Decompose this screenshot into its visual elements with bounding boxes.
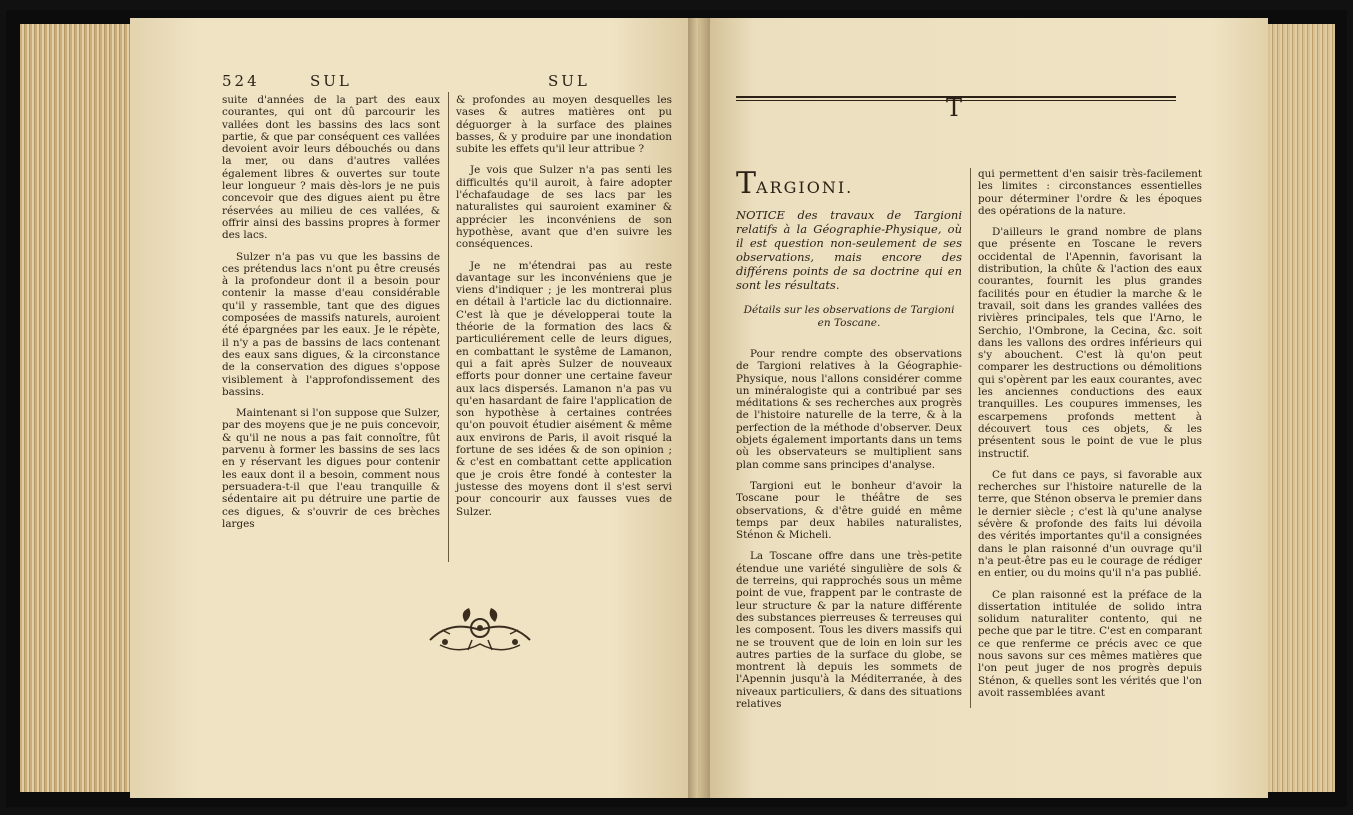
- paragraph: D'ailleurs le grand nombre de plans que présente en Toscane le revers occidental de l'Apennin, favorisant la distribution, la chûte & l'action des eaux courantes, fournit les plus grandes facilités pour en étudier la marche & le travail, soit dans les grandes vallées des rivières principales, tels que l'Arno, le Serchio, l'Ombrone, la Cecina, &c. soit dans les vallons des ordres inférieurs qui s'y abouchent. C'est là qu'on peut comparer les destructions ou démolitions qui s'opèrent par les eaux courantes, avec les anciennes conductions des eaux tranquilles. Les coupures immenses, les escarpemens profonds mettent à découvert tous ces objets, & les présentent sous le point de vue le plus instructif.: [978, 226, 1202, 460]
- running-head-left: SUL: [310, 72, 352, 90]
- floral-ornament-icon: [420, 600, 540, 660]
- open-book: [20, 18, 1335, 798]
- paragraph: & profondes au moyen desquelles les vases & autres matières ont pu déguorger à la surface des plaines basses, & y produire par une inondation subite les effets qu'il leur attribue ?: [456, 94, 672, 156]
- paragraph: qui permettent d'en saisir très-facilement les limites : circonstances essentielles pour déterminer l'ordre & les époques des opérations de la nature.: [978, 168, 1202, 217]
- notice-paragraph: NOTICE des travaux de Targioni relatifs à la Géographie-Physique, où il est question non-seulement de ses observations, mais encore des différens points de sa doctrine qui en sont les résultats.: [736, 208, 962, 292]
- paragraph: Ce plan raisonné est la préface de la dissertation intitulée de solido intra solidum naturaliter contento, qui ne peche que par le titre. C'est en comparant ce que renferme ce précis avec ce que nous savons sur ces mêmes matières que l'on peut juger de nos progrès depuis Sténon, & quelles sont les vérités que l'on avoit rassemblées avant: [978, 588, 1202, 699]
- section-subtitle: Détails sur les observations de Targioni en Toscane.: [743, 304, 955, 329]
- paragraph: Maintenant si l'on suppose que Sulzer, par des moyens que je ne puis concevoir, & qu'il ne nous a pas fait connoître, fût parvenu à former les bassins de ses lacs en y réservant les digues pour contenir les eaux dont il a besoin, comment nous persuadera-t-il que l'eau tranquille & sédentaire ait pu détruire une partie de ces digues, & s'ouvrir de ces brèches larges: [222, 407, 440, 530]
- right-column-1: [736, 348, 962, 719]
- paragraph: suite d'années de la part des eaux courantes, qui ont dû parcourir les vallées dont les bassins des lacs sont partie, & que par conséquent ces vallées devoient avoir leurs débouchés ou dans la mer, ou dans d'autres vallées également libres & ouvertes sur toute leur longueur ? mais dès-lors je ne puis concevoir que des digues aient pu être réservées au milieu de ces vallées, & offrir ainsi des bassins propres à former des lacs.: [222, 94, 440, 242]
- paragraph: Ce fut dans ce pays, si favorable aux recherches sur l'histoire naturelle de la terre, que Sténon observa le premier dans le dernier siècle ; c'est là qu'une analyse sévère & profonde des faits lui dévoila des vérités importantes qu'il a consignées dans le plan raisonné d'un ouvrage qu'il n'a peut-être pas eu le courage de rédiger en entier, ou du moins qu'il n'a pas publié.: [978, 468, 1202, 580]
- column-divider: [448, 92, 449, 562]
- paragraph: Je ne m'étendrai pas au reste davantage sur les inconvéniens que je viens d'indiquer ; je les montrerai plus en détail à l'article lac du dictionnaire. C'est là que je développerai toute la théorie de la formation des lacs & particuliérement celle de leurs digues, en combattant le systême de Lamanon, qui a fait après Sulzer de nouveaux efforts pour donner une certaine faveur aux lacs dispersés. Lamanon n'a pas vu qu'en hasardant de faire l'application de son hypothèse à certaines contrées qu'on pouvoit étudier aisément & même aux environs de Paris, il avoit risqué la fortune de ses idées & de son opinion ; & c'est en combattant cette application que je crois être fondé à contester la justesse des moyens dont il s'est servi pour concourir aux fausses vues de Sulzer.: [456, 259, 672, 518]
- left-column-1: [222, 94, 440, 539]
- left-page: [130, 18, 698, 798]
- book-gutter: [688, 18, 710, 798]
- paragraph: Sulzer n'a pas vu que les bassins de ces prétendus lacs n'ont pu être creusés à la profondeur dont il a besoin pour contenir la masse d'eau considérable qu'il y rassemble, tant que des digues composées de massifs naturels, auroient été épargnées par les eaux. Je le répète, il n'y a pas de bassins de lacs contenant des eaux sans digues, & la circonstance de la conservation des digues s'oppose visiblement à l'approfondissement des bassins.: [222, 250, 440, 398]
- paragraph: La Toscane offre dans une très-petite étendue une variété singulière de sols & de terreins, qui rapprochés sous un même point de vue, frappent par le contraste de leur structure & par la nature différente des substances pierreuses & terreuses qui les composent. Tous les divers massifs qui ne se trouvent que de loin en loin sur les autres parties de la surface du globe, se montrent là depuis les sommets de l'Apennin jusqu'à la Méditerranée, à des niveaux particuliers, & dans des situations relatives: [736, 550, 962, 711]
- running-head-right: SUL: [548, 72, 590, 90]
- article-heading: [736, 166, 853, 201]
- paragraph: Targioni eut le bonheur d'avoir la Toscane pour le théâtre de ses observations, & d'être guidé en même temps par deux habiles naturalistes, Sténon & Micheli.: [736, 479, 962, 542]
- left-column-2: [456, 94, 672, 527]
- paragraph: Pour rendre compte des observations de Targioni relatives à la Géographie-Physique, nous l'allons considérer comme un minéralogiste qui a contribué par ses méditations & ses recherches aux progrès de l'histoire naturelle de la terre, & à la perfection de la méthode d'observer. Deux objets également importants dans un tems où les observateurs se multiplient sans plan comme sans principes d'analyse.: [736, 348, 962, 471]
- paragraph: Je vois que Sulzer n'a pas senti les difficultés qu'il auroit, à faire adopter l'échafaudage de ses lacs par les naturalistes qui sauroient examiner & apprécier les inconvéniens de son hypothèse, avant que d'en suivre les conséquences.: [456, 164, 672, 251]
- page-number: 524: [222, 72, 260, 90]
- heading-capital: T: [736, 166, 757, 201]
- right-page: [698, 18, 1268, 798]
- column-divider: [970, 168, 971, 708]
- heading-rest: ARGIONI.: [756, 178, 854, 197]
- right-page-edges: [1265, 24, 1335, 792]
- section-letter: T: [946, 94, 963, 122]
- right-column-2: [978, 168, 1202, 708]
- left-page-edges: [20, 24, 140, 792]
